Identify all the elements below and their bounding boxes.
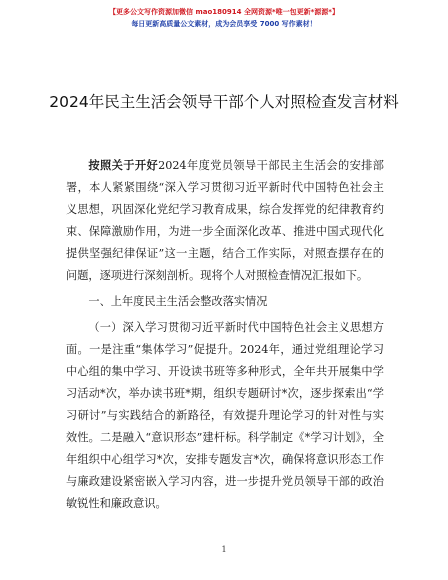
promo-banner-line-1: 【更多公文写作资源加微信 mao180914 全网资源*唯一包更新*源源*】 [109, 8, 339, 16]
intro-lead: 按照关于开好 [88, 158, 159, 172]
body-paragraph: （一）深入学习贯彻习近平新时代中国特色社会主义思想方面。一是注重“集体学习”促提升。2024年，通过党组理论学习中心组的集中学习、开设读书班等多种形式，全年共开展集中学习活动*次，举办读书班*期，组织专题研讨*次，逐步探索出“学习研讨”与实践结合的新路径，有效提升理论学习的针对性与实效性。二是融入“意识形态”建杆标。科学制定《*学习计划》，全年组织中心组学习*次，安排专题发言*次，确保将意识形态工作与廉政建设紧密嵌入学习内容，进一步提升党员领导干部的政治敏锐性和廉政意识。 [66, 321, 384, 510]
intro-text: 2024年度党员领导干部民主生活会的安排部署，本人紧紧围绕“深入学习贯彻习近平新时代中国特色社会主义思想，巩固深化党纪学习教育成果，综合发挥党的纪律教育约束、保障激励作用，为进一步全面深化改革、推进中国式现代化提供坚强纪律保证”这一主题，结合工作实际，对照查摆存在的问题，逐项进行深刻剖析。现将个人对照检查情况汇报如下。 [66, 159, 384, 282]
document-title: 2024年民主生活会领导干部个人对照检查发言材料 [49, 93, 399, 111]
page-number: 1 [221, 545, 227, 554]
document-body [66, 154, 384, 515]
section-heading: 一、上年度民主生活会整改落实情况 [88, 295, 268, 308]
intro-paragraph [66, 154, 384, 287]
promo-banner-line-2: 每日更新高质量公文素材，成为会员享受 7000 写作素材！ [131, 20, 317, 28]
